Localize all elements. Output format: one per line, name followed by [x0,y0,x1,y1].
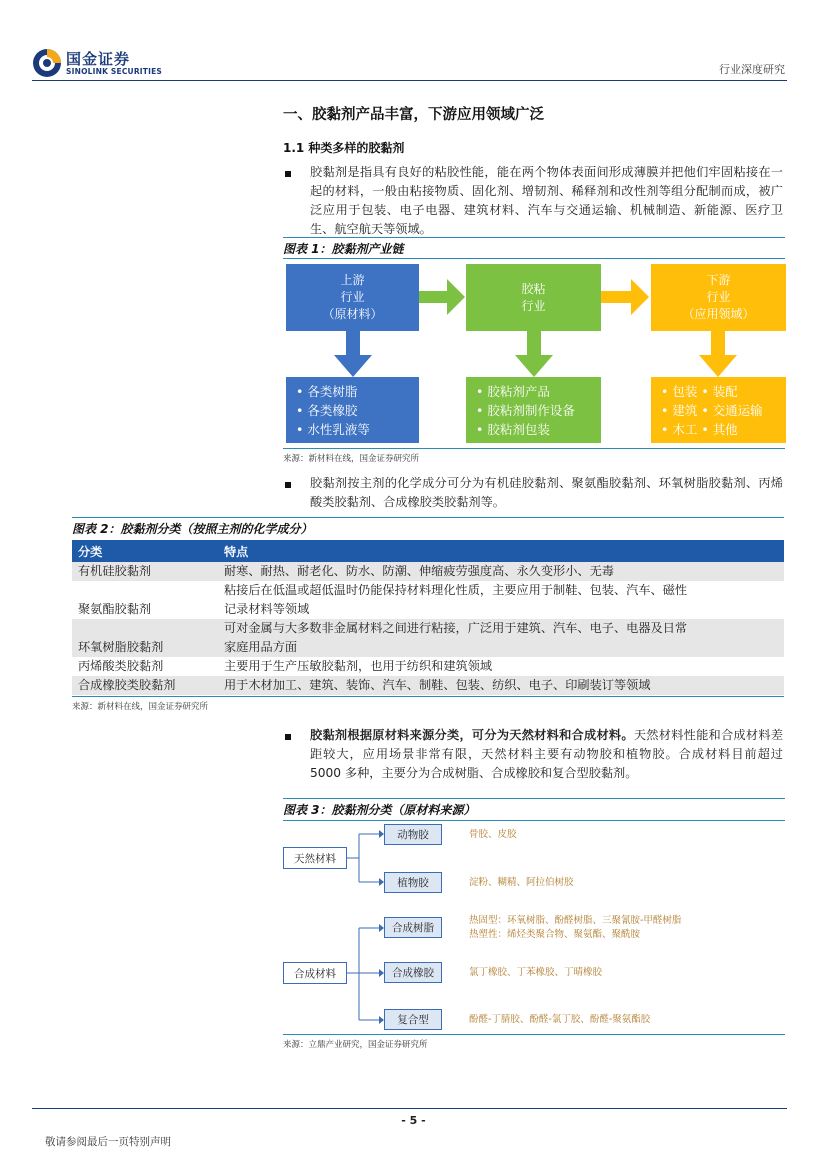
figure-rule-bottom [72,696,784,697]
list-item: • 各类树脂 [296,383,358,399]
composite-box: 复合型 [384,1009,442,1030]
natural-material-box: 天然材料 [283,847,347,869]
logo-text-en: SINOLINK SECURITIES [66,67,163,76]
list-item: • 建筑 • 交通运输 [661,402,763,418]
rubber-desc: 氯丁橡胶、丁苯橡胶、丁晴橡胶 [469,967,603,978]
row-desc-line: 可对金属与大多数非金属材料之间进行粘接，广泛用于建筑、汽车、电子、电器及日常 [224,621,688,635]
upstream-list [286,377,419,443]
paragraph-intro: 胶黏剂是指具有良好的粘胶性能，能在两个物体表面间形成薄膜并把他们牢固粘接在一起的材料，一般由粘接物质、固化剂、增韧剂、稀释剂和改性剂等组分配制而成，被广泛应用于包装、电子电器、建筑材料、汽车与交通运输、机械制造、新能源、医疗卫生、航空航天等领域。 [310,165,783,236]
composite-desc: 酚醛-丁腈胶、酚醛-氯丁胶、酚醛-聚氨酯胶 [469,1014,651,1025]
row-desc [218,657,784,676]
classification-table [72,540,784,695]
midstream-box [466,264,601,331]
midstream-label-1: 胶粘 [521,281,546,296]
table-row [72,676,784,695]
row-desc [218,581,784,619]
paragraph-chemical: 胶黏剂按主剂的化学成分可分为有机硅胶黏剂、聚氨酯胶黏剂、环氧树脂胶黏剂、丙烯酸类胶黏剂、合成橡胶类胶黏剂等。 [310,476,783,509]
document-type: 行业深度研究 [719,63,785,76]
row-name: 聚氨酯胶黏剂 [78,602,152,616]
subsection-heading: 1.1 种类多样的胶黏剂 [283,141,405,155]
footer-divider [32,1108,787,1109]
page-number: - 5 - [401,1114,426,1127]
tree-connectors [283,822,785,1032]
figure3-title: 图表 3：胶黏剂分类（原材料来源） [283,803,476,817]
upstream-box [286,264,419,331]
downstream-box [651,264,786,331]
row-desc-line: 粘接后在低温或超低温时仍能保持材料理化性质，主要应用于制鞋、包装、汽车、磁性 [224,583,688,597]
plant-glue-box: 植物胶 [384,872,442,893]
midstream-list [466,377,601,443]
logo-text-cn: 国金证券 [66,50,131,68]
figure-rule-top [283,237,785,238]
synthetic-rubber-box: 合成橡胶 [384,962,442,983]
row-desc-line: 家庭用品方面 [224,640,298,654]
industry-chain-diagram [283,262,785,447]
figure3-source: 来源：立鼎产业研究，国金证券研究所 [283,1040,428,1050]
figure-rule [283,258,785,259]
row-desc-line: 耐寒、耐热、耐老化、防水、防潮、伸缩疲劳强度高、永久变形小、无毒 [224,564,614,578]
row-name: 有机硅胶黏剂 [72,562,218,581]
list-item: • 水性乳液等 [296,421,370,437]
downstream-label-1: 下游 [706,273,731,287]
bullet-square-icon [285,171,291,177]
figure2-title: 图表 2：胶黏剂分类（按照主剂的化学成分） [72,522,313,536]
list-item: • 各类橡胶 [296,402,358,418]
row-desc [218,619,784,657]
synthetic-material-box: 合成材料 [283,962,347,984]
midstream-label-2: 行业 [521,298,546,313]
row-desc [218,676,784,695]
list-item: • 包装 • 装配 [661,383,738,399]
downstream-label-3: （应用领域） [682,307,755,321]
resin-desc-thermoplastic: 热塑性：烯烃类聚合物、聚氨酯、聚酰胺 [469,929,641,940]
table-header-row [72,540,784,562]
upstream-label-1: 上游 [340,273,365,287]
list-item: • 胶粘剂产品 [476,383,550,399]
bullet-square-icon [285,734,291,740]
list-item: • 胶粘剂包装 [476,421,550,437]
table-row [72,619,784,657]
figure-rule-bottom [283,1034,785,1035]
figure-rule-top [283,798,785,799]
paragraph-rest: 天然材料性能和合成材料差距较大，应用场景非常有限，天然材料主要有动物胶和植物胶。合成材料目前超过 5000 多种，主要分为合成树脂、合成橡胶和复合型胶黏剂。 [310,728,784,780]
figure-rule-bottom [283,448,785,449]
row-name: 合成橡胶类胶黏剂 [72,676,218,695]
arrow-right-icon [601,279,651,315]
row-desc [218,562,784,581]
header-category: 分类 [72,540,218,562]
row-name: 丙烯酸类胶黏剂 [78,659,164,673]
header-divider [32,80,787,81]
arrow-down-icon [334,331,372,377]
arrow-down-icon [699,331,737,377]
upstream-label-2: 行业 [340,290,365,304]
arrow-right-icon [419,279,467,315]
section-heading: 一、胶黏剂产品丰富，下游应用领域广泛 [283,107,544,123]
table-row [72,657,784,676]
paragraph-bold-lead: 胶黏剂根据原材料来源分类，可分为天然材料和合成材料。 [310,728,634,742]
downstream-label-2: 行业 [706,290,731,304]
row-desc-line: 用于木材加工、建筑、装饰、汽车、制鞋、包装、纺织、电子、印刷装订等领域 [224,678,651,692]
figure-rule-top [72,517,784,518]
figure1-source: 来源：新材料在线，国金证券研究所 [283,454,420,464]
row-desc-line: 记录材料等领域 [224,602,310,616]
synthetic-resin-box: 合成树脂 [384,917,442,938]
row-name: 环氧树脂胶黏剂 [72,619,218,657]
figure-rule [283,820,785,821]
logo-icon [32,48,62,78]
resin-desc-thermoset: 热固型：环氧树脂、酚醛树脂、三聚氰胺-甲醛树脂 [469,915,682,926]
list-item: • 胶粘剂制作设备 [476,402,575,418]
bullet-square-icon [285,482,291,488]
animal-glue-desc: 骨胶、皮胶 [469,829,517,840]
row-desc-line: 主要用于生产压敏胶黏剂，也用于纺织和建筑领域 [224,659,493,673]
plant-glue-desc: 淀粉、糊精、阿拉伯树胶 [469,877,574,888]
header-feature: 特点 [218,540,784,562]
list-item: • 木工 • 其他 [661,421,738,437]
figure1-title: 图表 1：胶黏剂产业链 [283,242,404,256]
paragraph-source [310,726,783,783]
downstream-list [651,377,786,443]
table-row [72,581,784,619]
animal-glue-box: 动物胶 [384,824,442,845]
upstream-label-3: （原材料） [322,307,383,321]
raw-material-tree [283,822,785,1032]
disclaimer-note: 敬请参阅最后一页特别声明 [45,1136,171,1148]
arrow-down-icon [515,331,553,377]
figure2-source: 来源：新材料在线，国金证券研究所 [72,702,209,712]
table-row [72,562,784,581]
